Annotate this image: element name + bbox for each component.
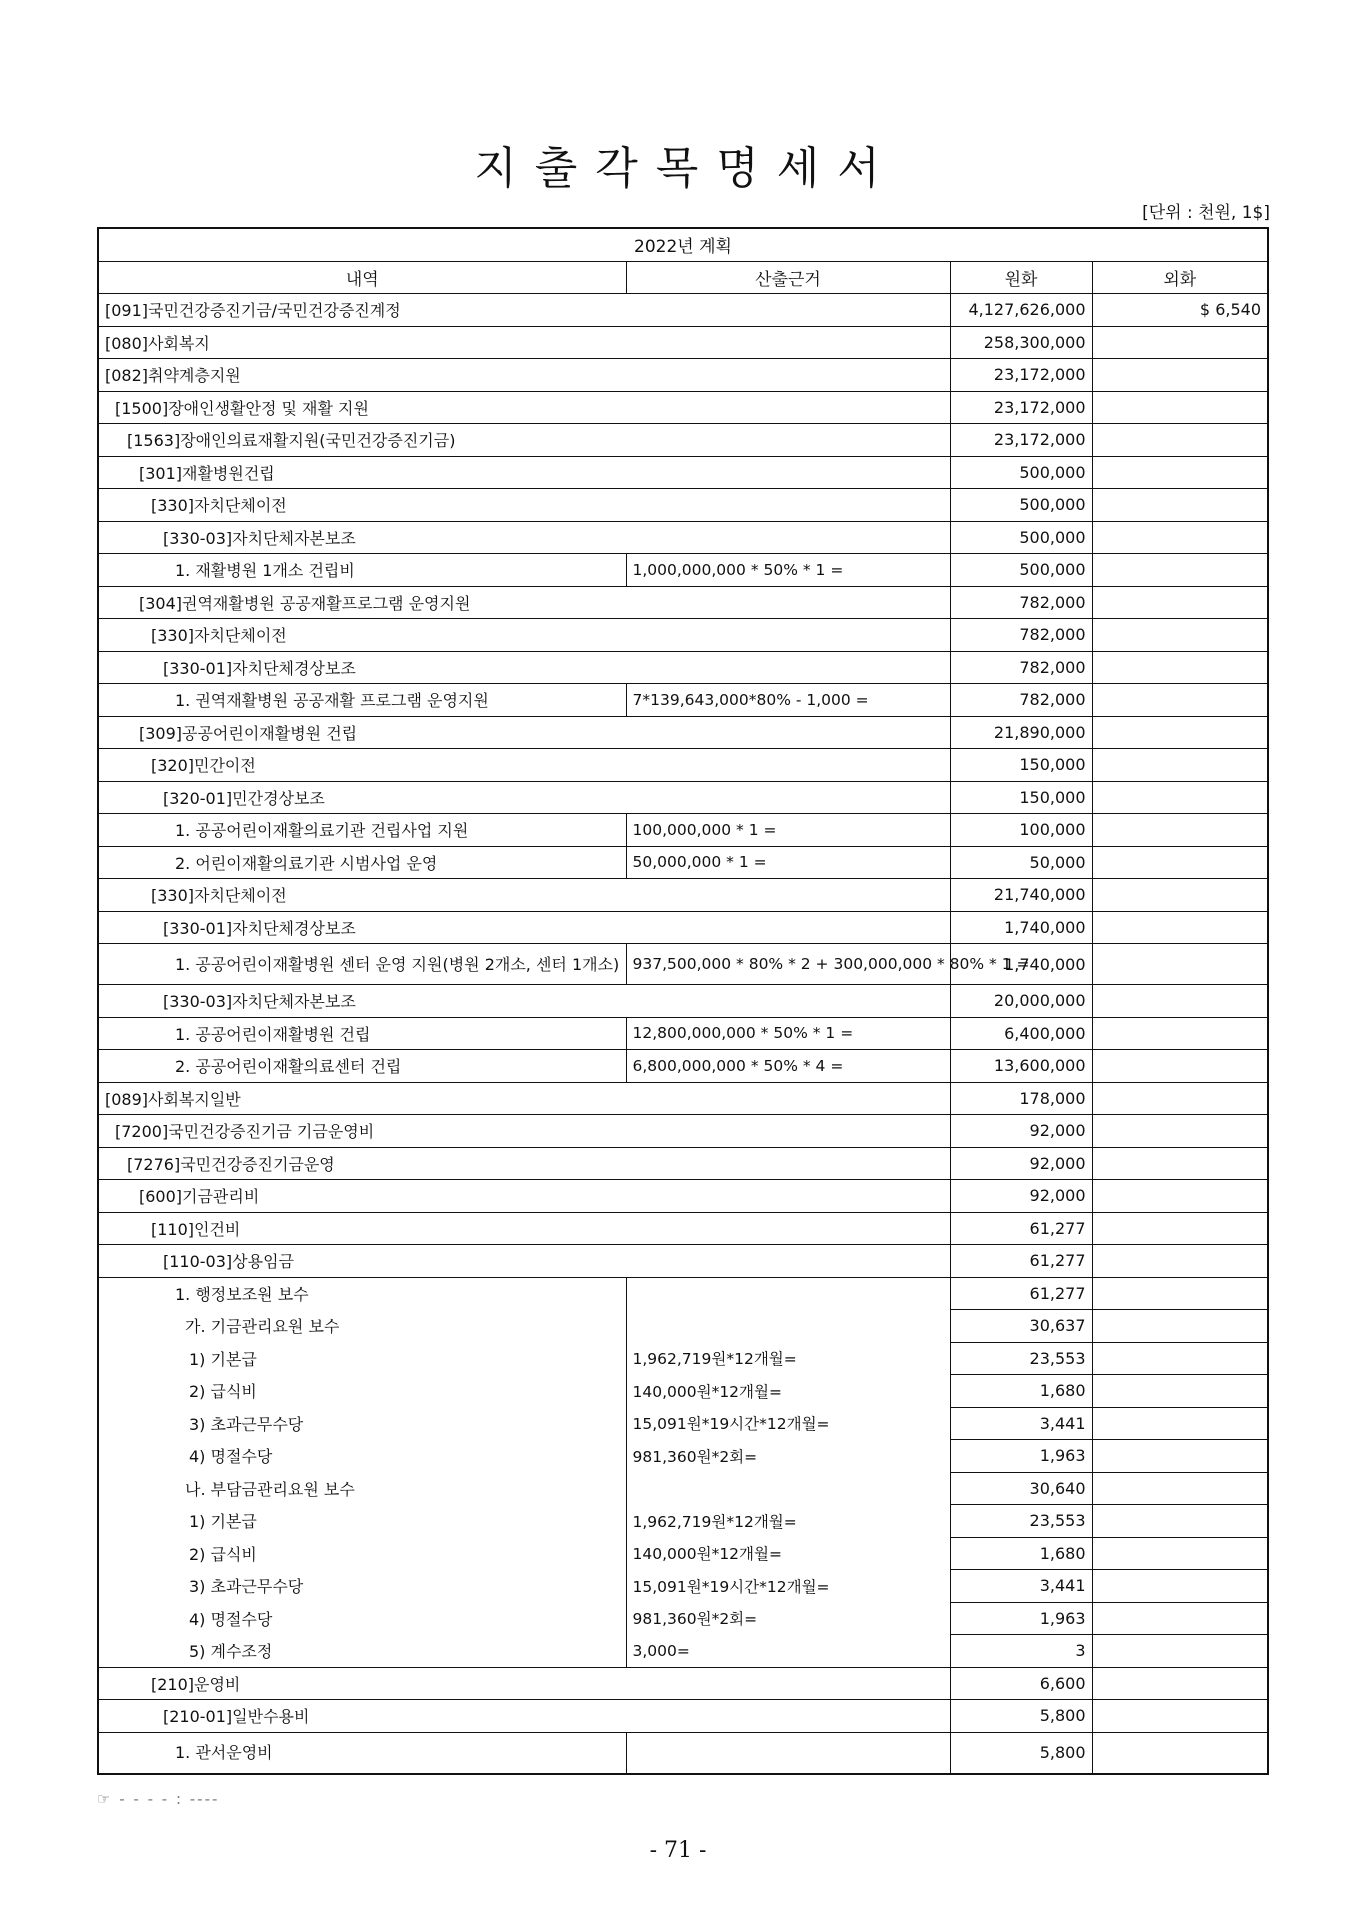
row-krw-amount: 23,553 bbox=[950, 1505, 1092, 1538]
row-krw-amount: 1,963 bbox=[950, 1440, 1092, 1473]
row-fx-amount bbox=[1092, 1732, 1268, 1774]
row-fx-amount bbox=[1092, 1017, 1268, 1050]
row-krw-amount: 782,000 bbox=[950, 684, 1092, 717]
row-basis: 140,000원*12개월= bbox=[626, 1537, 950, 1570]
row-fx-amount bbox=[1092, 1667, 1268, 1700]
row-item: [082]취약계층지원 bbox=[98, 359, 950, 392]
table-row bbox=[98, 781, 1268, 814]
row-krw-amount: 21,740,000 bbox=[950, 879, 1092, 912]
table-row bbox=[98, 684, 1268, 717]
row-item: [301]재활병원건립 bbox=[98, 456, 950, 489]
row-item: [330]자치단체이전 bbox=[98, 619, 950, 652]
row-fx-amount bbox=[1092, 391, 1268, 424]
row-fx-amount bbox=[1092, 1635, 1268, 1668]
row-fx-amount bbox=[1092, 1115, 1268, 1148]
table-row bbox=[98, 985, 1268, 1018]
row-fx-amount bbox=[1092, 749, 1268, 782]
row-item: [089]사회복지일반 bbox=[98, 1082, 950, 1115]
table-row bbox=[98, 1212, 1268, 1245]
row-item: [330]자치단체이전 bbox=[98, 489, 950, 522]
row-basis: 15,091원*19시간*12개월= bbox=[626, 1407, 950, 1440]
table-row bbox=[98, 1635, 1268, 1668]
row-krw-amount: 782,000 bbox=[950, 586, 1092, 619]
row-krw-amount: 61,277 bbox=[950, 1245, 1092, 1278]
row-fx-amount bbox=[1092, 716, 1268, 749]
row-krw-amount: 5,800 bbox=[950, 1700, 1092, 1733]
row-item: [210]운영비 bbox=[98, 1667, 950, 1700]
table-row bbox=[98, 749, 1268, 782]
table-row bbox=[98, 1342, 1268, 1375]
table-row bbox=[98, 619, 1268, 652]
row-item: [110]인건비 bbox=[98, 1212, 950, 1245]
row-fx-amount bbox=[1092, 651, 1268, 684]
row-fx-amount bbox=[1092, 1245, 1268, 1278]
unit-label: [단위 : 천원, 1$] bbox=[1142, 203, 1270, 223]
row-item: [330-01]자치단체경상보조 bbox=[98, 651, 950, 684]
row-item: [600]기금관리비 bbox=[98, 1180, 950, 1213]
row-krw-amount: 92,000 bbox=[950, 1115, 1092, 1148]
row-krw-amount: 150,000 bbox=[950, 749, 1092, 782]
row-item: 1. 관서운영비 bbox=[98, 1732, 626, 1774]
row-basis: 937,500,000 * 80% * 2 + 300,000,000 * 80% * 1 = bbox=[626, 944, 950, 985]
row-item: 1. 공공어린이재활병원 건립 bbox=[98, 1017, 626, 1050]
row-krw-amount: 100,000 bbox=[950, 814, 1092, 847]
plan-header-row bbox=[98, 228, 1268, 261]
row-item: 1. 행정보조원 보수 bbox=[98, 1277, 626, 1310]
row-fx-amount bbox=[1092, 1407, 1268, 1440]
row-item: 4) 명절수당 bbox=[98, 1440, 626, 1473]
row-fx-amount bbox=[1092, 1050, 1268, 1083]
row-krw-amount: 61,277 bbox=[950, 1277, 1092, 1310]
row-fx-amount bbox=[1092, 586, 1268, 619]
row-fx-amount bbox=[1092, 1602, 1268, 1635]
document-title: 지 출 각 목 명 세 서 bbox=[474, 143, 882, 194]
row-basis: 3,000= bbox=[626, 1635, 950, 1668]
row-item: [330-01]자치단체경상보조 bbox=[98, 911, 950, 944]
row-krw-amount: 23,553 bbox=[950, 1342, 1092, 1375]
row-basis: 100,000,000 * 1 = bbox=[626, 814, 950, 847]
row-item: [7276]국민건강증진기금운영 bbox=[98, 1147, 950, 1180]
row-fx-amount bbox=[1092, 456, 1268, 489]
row-fx-amount bbox=[1092, 359, 1268, 392]
row-fx-amount bbox=[1092, 879, 1268, 912]
row-fx-amount: $ 6,540 bbox=[1092, 294, 1268, 327]
row-fx-amount bbox=[1092, 1180, 1268, 1213]
row-fx-amount bbox=[1092, 781, 1268, 814]
table-row bbox=[98, 424, 1268, 457]
row-krw-amount: 23,172,000 bbox=[950, 359, 1092, 392]
row-krw-amount: 1,680 bbox=[950, 1375, 1092, 1408]
row-fx-amount bbox=[1092, 1277, 1268, 1310]
row-basis bbox=[626, 1472, 950, 1505]
row-krw-amount: 23,172,000 bbox=[950, 424, 1092, 457]
row-krw-amount: 3,441 bbox=[950, 1570, 1092, 1603]
row-item: 2) 급식비 bbox=[98, 1537, 626, 1570]
row-krw-amount: 4,127,626,000 bbox=[950, 294, 1092, 327]
row-basis: 1,962,719원*12개월= bbox=[626, 1505, 950, 1538]
table-row bbox=[98, 944, 1268, 985]
row-item: [7200]국민건강증진기금 기금운영비 bbox=[98, 1115, 950, 1148]
row-krw-amount: 1,740,000 bbox=[950, 911, 1092, 944]
row-fx-amount bbox=[1092, 1537, 1268, 1570]
table-row bbox=[98, 1310, 1268, 1343]
row-fx-amount bbox=[1092, 619, 1268, 652]
table-row bbox=[98, 326, 1268, 359]
table-row bbox=[98, 716, 1268, 749]
row-item: [330-03]자치단체자본보조 bbox=[98, 521, 950, 554]
table-row bbox=[98, 1147, 1268, 1180]
row-item: 가. 기금관리요원 보수 bbox=[98, 1310, 626, 1343]
row-item: 3) 초과근무수당 bbox=[98, 1570, 626, 1603]
table-row bbox=[98, 1440, 1268, 1473]
row-item: [330-03]자치단체자본보조 bbox=[98, 985, 950, 1018]
row-krw-amount: 1,680 bbox=[950, 1537, 1092, 1570]
table-row bbox=[98, 1700, 1268, 1733]
row-krw-amount: 5,800 bbox=[950, 1732, 1092, 1774]
plan-label: 2022년 계획 bbox=[98, 228, 1268, 261]
page-number: - 71 - bbox=[649, 1838, 707, 1863]
table-row bbox=[98, 1180, 1268, 1213]
row-krw-amount: 1,740,000 bbox=[950, 944, 1092, 985]
table-row bbox=[98, 1115, 1268, 1148]
column-header-row bbox=[98, 261, 1268, 294]
table-row bbox=[98, 1667, 1268, 1700]
row-item: [309]공공어린이재활병원 건립 bbox=[98, 716, 950, 749]
row-item: 2. 공공어린이재활의료센터 건립 bbox=[98, 1050, 626, 1083]
row-item: 5) 계수조정 bbox=[98, 1635, 626, 1668]
row-basis: 50,000,000 * 1 = bbox=[626, 846, 950, 879]
column-header-fx: 외화 bbox=[1092, 261, 1268, 294]
table-row bbox=[98, 1505, 1268, 1538]
row-fx-amount bbox=[1092, 1212, 1268, 1245]
row-krw-amount: 30,637 bbox=[950, 1310, 1092, 1343]
row-fx-amount bbox=[1092, 489, 1268, 522]
row-fx-amount bbox=[1092, 521, 1268, 554]
row-basis: 15,091원*19시간*12개월= bbox=[626, 1570, 950, 1603]
table-row bbox=[98, 1277, 1268, 1310]
row-item: [1563]장애인의료재활지원(국민건강증진기금) bbox=[98, 424, 950, 457]
row-item: [320-01]민간경상보조 bbox=[98, 781, 950, 814]
table-row bbox=[98, 651, 1268, 684]
row-fx-amount bbox=[1092, 814, 1268, 847]
row-fx-amount bbox=[1092, 911, 1268, 944]
row-krw-amount: 3 bbox=[950, 1635, 1092, 1668]
row-krw-amount: 1,963 bbox=[950, 1602, 1092, 1635]
table-row bbox=[98, 846, 1268, 879]
row-item: [304]권역재활병원 공공재활프로그램 운영지원 bbox=[98, 586, 950, 619]
row-fx-amount bbox=[1092, 326, 1268, 359]
table-row bbox=[98, 1375, 1268, 1408]
table-row bbox=[98, 391, 1268, 424]
table-row bbox=[98, 1017, 1268, 1050]
row-fx-amount bbox=[1092, 424, 1268, 457]
row-item: 1. 공공어린이재활의료기관 건립사업 지원 bbox=[98, 814, 626, 847]
row-krw-amount: 782,000 bbox=[950, 619, 1092, 652]
row-basis: 981,360원*2회= bbox=[626, 1602, 950, 1635]
row-fx-amount bbox=[1092, 1375, 1268, 1408]
table-row bbox=[98, 1570, 1268, 1603]
row-item: 1. 권역재활병원 공공재활 프로그램 운영지원 bbox=[98, 684, 626, 717]
row-item: [080]사회복지 bbox=[98, 326, 950, 359]
row-item: 2) 급식비 bbox=[98, 1375, 626, 1408]
row-krw-amount: 3,441 bbox=[950, 1407, 1092, 1440]
table-row bbox=[98, 586, 1268, 619]
table-row bbox=[98, 1602, 1268, 1635]
row-item: 3) 초과근무수당 bbox=[98, 1407, 626, 1440]
row-item: [091]국민건강증진기금/국민건강증진계정 bbox=[98, 294, 950, 327]
row-item: [110-03]상용임금 bbox=[98, 1245, 950, 1278]
row-krw-amount: 178,000 bbox=[950, 1082, 1092, 1115]
row-krw-amount: 258,300,000 bbox=[950, 326, 1092, 359]
table-row bbox=[98, 554, 1268, 587]
row-basis: 1,000,000,000 * 50% * 1 = bbox=[626, 554, 950, 587]
column-header-basis: 산출근거 bbox=[626, 261, 950, 294]
row-basis bbox=[626, 1310, 950, 1343]
row-item: [330]자치단체이전 bbox=[98, 879, 950, 912]
table-row bbox=[98, 1732, 1268, 1774]
row-basis: 6,800,000,000 * 50% * 4 = bbox=[626, 1050, 950, 1083]
row-item: 1) 기본급 bbox=[98, 1342, 626, 1375]
row-fx-amount bbox=[1092, 1440, 1268, 1473]
table-row bbox=[98, 359, 1268, 392]
row-fx-amount bbox=[1092, 985, 1268, 1018]
table-row bbox=[98, 1407, 1268, 1440]
table-row bbox=[98, 879, 1268, 912]
row-fx-amount bbox=[1092, 1082, 1268, 1115]
row-fx-amount bbox=[1092, 1505, 1268, 1538]
table-row bbox=[98, 1050, 1268, 1083]
row-krw-amount: 6,400,000 bbox=[950, 1017, 1092, 1050]
row-krw-amount: 500,000 bbox=[950, 554, 1092, 587]
column-header-item: 내역 bbox=[98, 261, 626, 294]
row-item: 나. 부담금관리요원 보수 bbox=[98, 1472, 626, 1505]
table-row bbox=[98, 456, 1268, 489]
row-basis: 1,962,719원*12개월= bbox=[626, 1342, 950, 1375]
row-fx-amount bbox=[1092, 1570, 1268, 1603]
row-fx-amount bbox=[1092, 554, 1268, 587]
table-row bbox=[98, 1472, 1268, 1505]
expenditure-table bbox=[97, 227, 1269, 1775]
table-row bbox=[98, 1537, 1268, 1570]
row-krw-amount: 6,600 bbox=[950, 1667, 1092, 1700]
row-item: 1. 재활병원 1개소 건립비 bbox=[98, 554, 626, 587]
footnote: ☞ - - - - : ---- bbox=[97, 1790, 220, 1808]
row-basis: 12,800,000,000 * 50% * 1 = bbox=[626, 1017, 950, 1050]
row-basis: 7*139,643,000*80% - 1,000 = bbox=[626, 684, 950, 717]
row-krw-amount: 92,000 bbox=[950, 1147, 1092, 1180]
row-basis bbox=[626, 1277, 950, 1310]
row-fx-amount bbox=[1092, 846, 1268, 879]
row-basis bbox=[626, 1732, 950, 1774]
row-krw-amount: 21,890,000 bbox=[950, 716, 1092, 749]
row-fx-amount bbox=[1092, 1472, 1268, 1505]
table-row bbox=[98, 1082, 1268, 1115]
table-row bbox=[98, 521, 1268, 554]
row-krw-amount: 500,000 bbox=[950, 521, 1092, 554]
row-item: 1) 기본급 bbox=[98, 1505, 626, 1538]
row-item: 4) 명절수당 bbox=[98, 1602, 626, 1635]
row-krw-amount: 92,000 bbox=[950, 1180, 1092, 1213]
row-item: [320]민간이전 bbox=[98, 749, 950, 782]
table-row bbox=[98, 814, 1268, 847]
row-krw-amount: 61,277 bbox=[950, 1212, 1092, 1245]
row-item: 1. 공공어린이재활병원 센터 운영 지원(병원 2개소, 센터 1개소) bbox=[98, 944, 626, 985]
row-item: [1500]장애인생활안정 및 재활 지원 bbox=[98, 391, 950, 424]
row-krw-amount: 30,640 bbox=[950, 1472, 1092, 1505]
row-item: [210-01]일반수용비 bbox=[98, 1700, 950, 1733]
row-krw-amount: 20,000,000 bbox=[950, 985, 1092, 1018]
row-fx-amount bbox=[1092, 1700, 1268, 1733]
row-krw-amount: 50,000 bbox=[950, 846, 1092, 879]
row-krw-amount: 500,000 bbox=[950, 489, 1092, 522]
row-item: 2. 어린이재활의료기관 시범사업 운영 bbox=[98, 846, 626, 879]
table-row bbox=[98, 1245, 1268, 1278]
row-fx-amount bbox=[1092, 684, 1268, 717]
row-fx-amount bbox=[1092, 944, 1268, 985]
row-krw-amount: 500,000 bbox=[950, 456, 1092, 489]
row-fx-amount bbox=[1092, 1310, 1268, 1343]
row-krw-amount: 150,000 bbox=[950, 781, 1092, 814]
column-header-krw: 원화 bbox=[950, 261, 1092, 294]
row-krw-amount: 23,172,000 bbox=[950, 391, 1092, 424]
row-krw-amount: 782,000 bbox=[950, 651, 1092, 684]
row-basis: 140,000원*12개월= bbox=[626, 1375, 950, 1408]
table-row bbox=[98, 911, 1268, 944]
row-krw-amount: 13,600,000 bbox=[950, 1050, 1092, 1083]
row-fx-amount bbox=[1092, 1147, 1268, 1180]
row-fx-amount bbox=[1092, 1342, 1268, 1375]
row-basis: 981,360원*2회= bbox=[626, 1440, 950, 1473]
table-row bbox=[98, 294, 1268, 327]
table-row bbox=[98, 489, 1268, 522]
